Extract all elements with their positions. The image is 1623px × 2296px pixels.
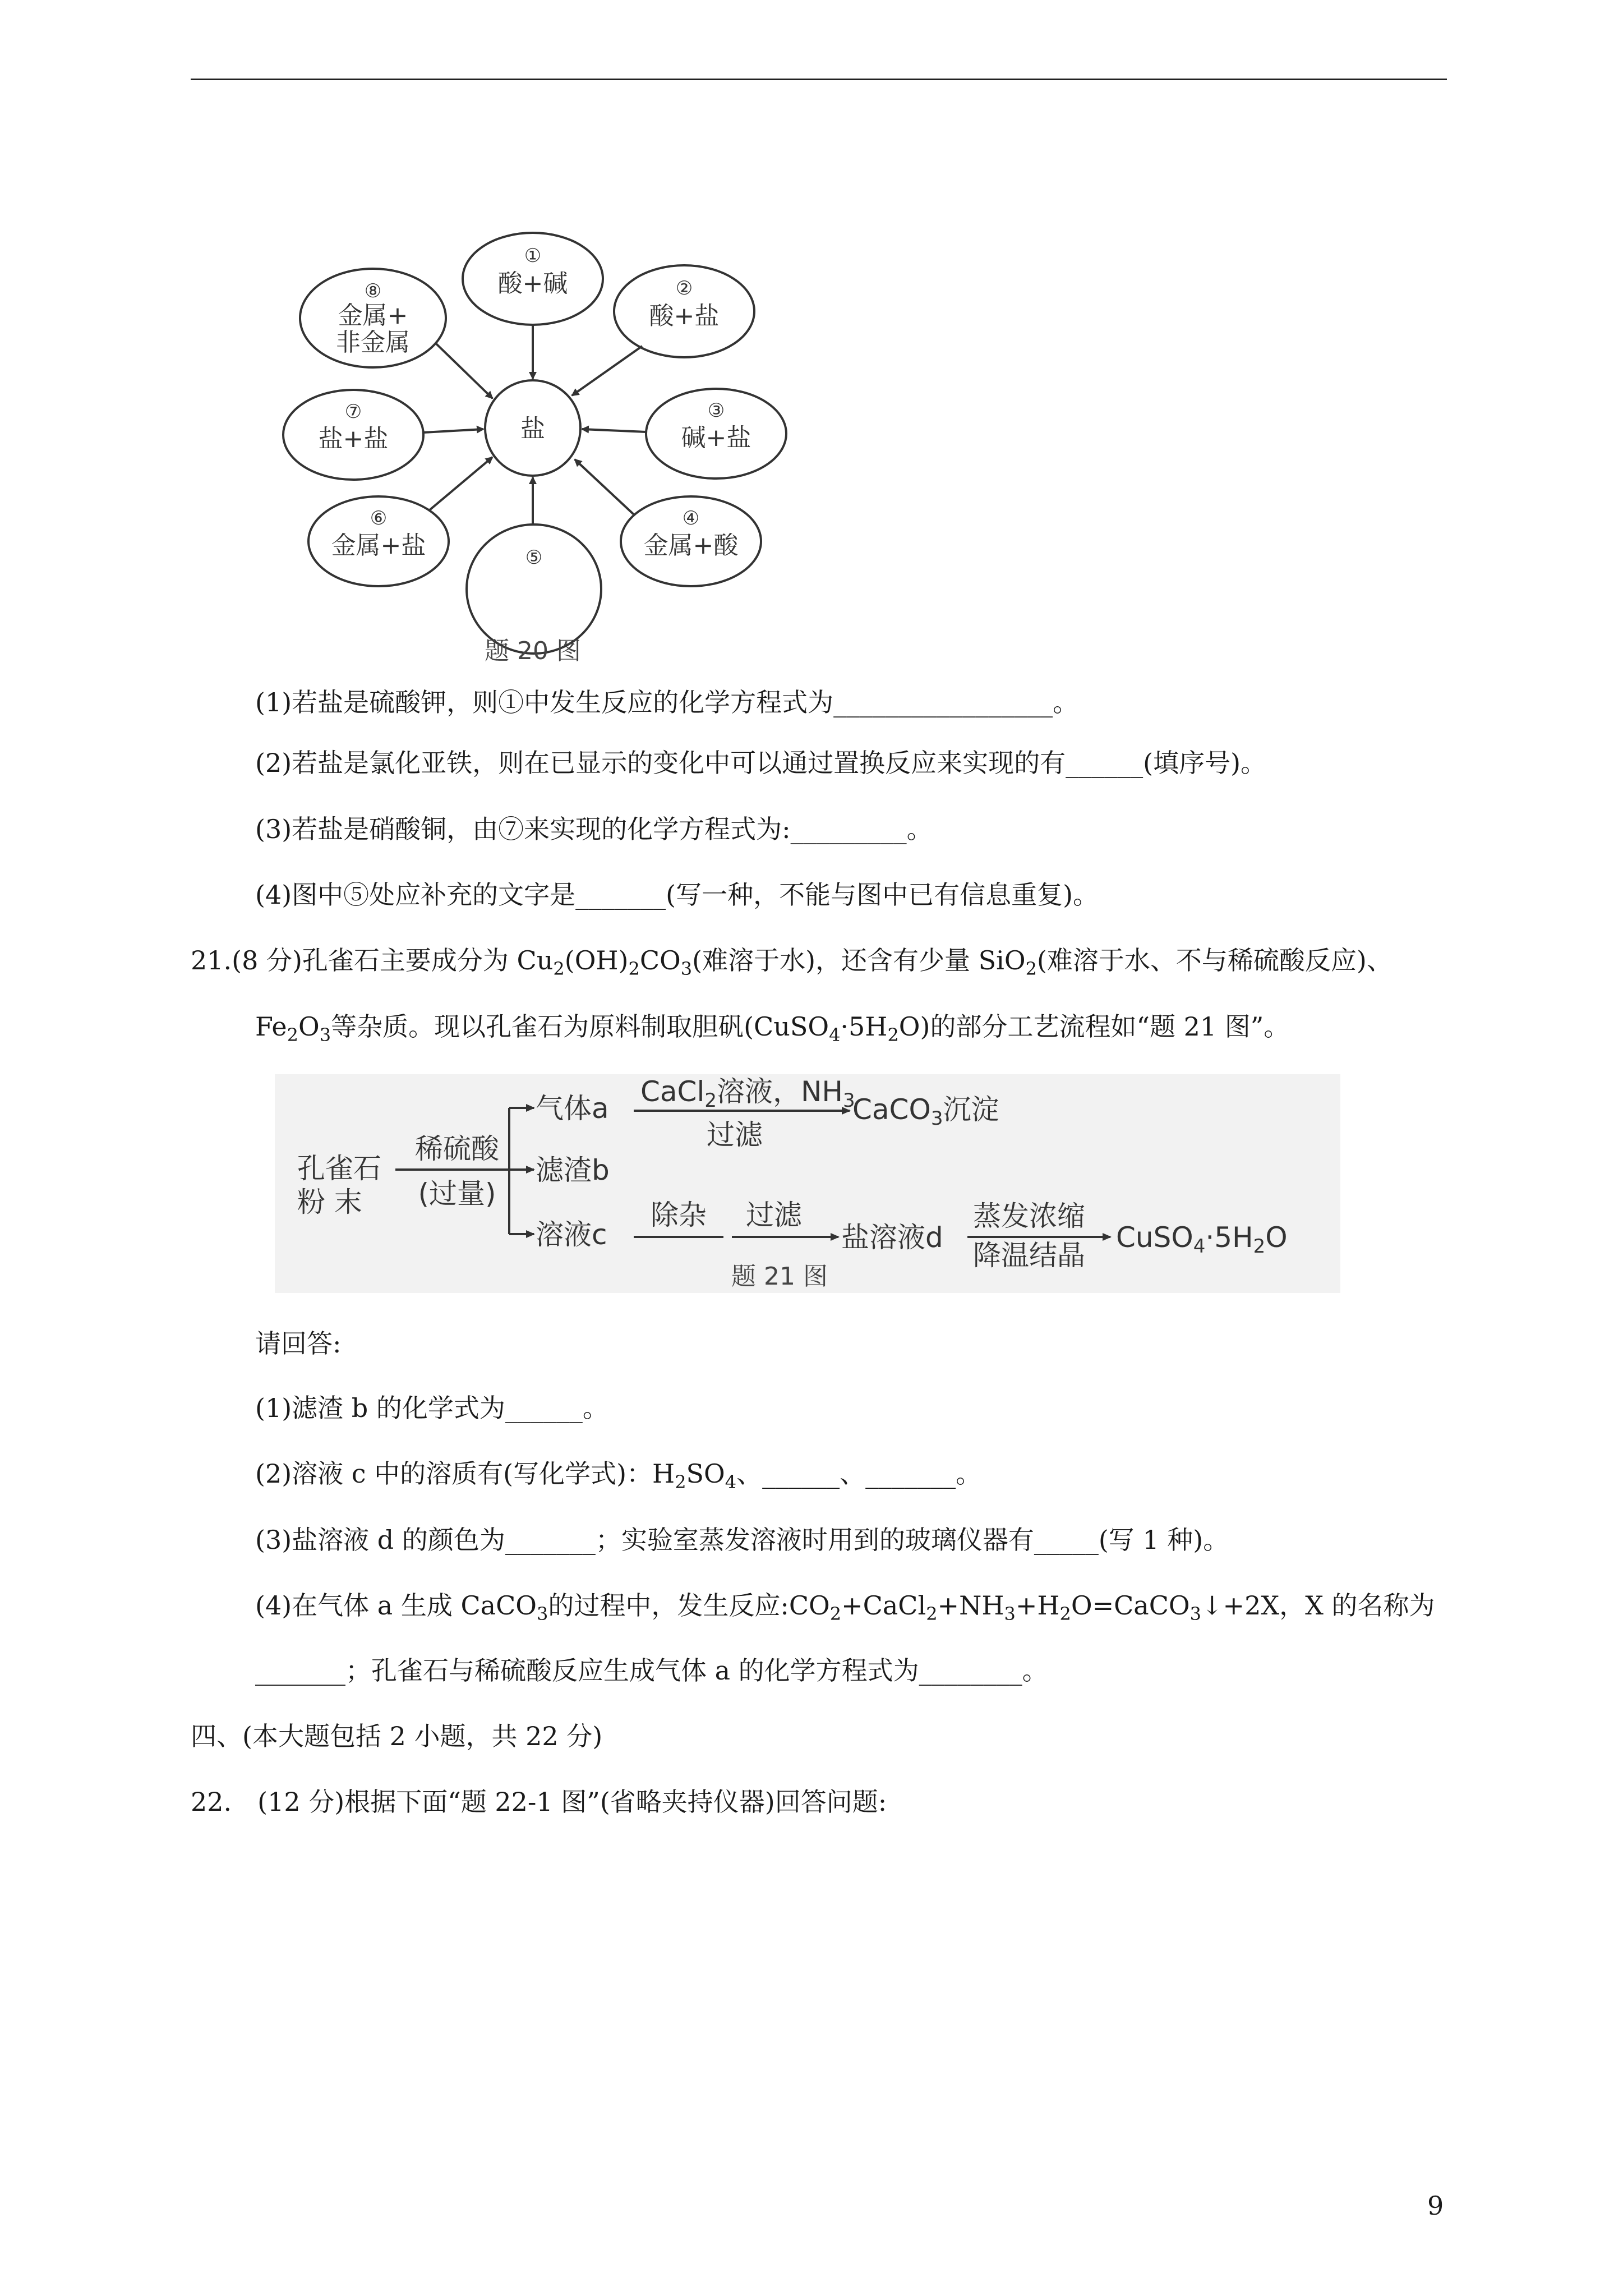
flow-acid: 稀硫酸: [415, 1133, 499, 1165]
flow-filter-2: 过滤: [746, 1199, 802, 1231]
q21-intro-line-2: $Fe_2O_3$等杂质。现以孔雀石为原料制取胆矾$(CuSO_4\cdot 5H_2O)$的部分工艺流程如“题 21 图”。: [255, 1011, 1290, 1046]
q21-intro-line-1: 21.(8 分)孔雀石主要成分为 $Cu_2(OH)_2CO_3$(难溶于水)，还含有少量 SiO$_2$(难溶于水、不与稀硫酸反应)、: [191, 945, 1393, 979]
flow-solution: 溶液c: [536, 1218, 607, 1251]
q20-part-3: (3)若盐是硝酸铜，由⑦来实现的化学方程式为:_________。: [255, 814, 933, 844]
flow-raw-2: 粉 末: [297, 1186, 362, 1218]
flow-acid-note: (过量): [418, 1177, 496, 1210]
flow-filter-1: 过滤: [707, 1119, 763, 1151]
q21-part-1: (1)滤渣 b 的化学式为______。: [255, 1393, 608, 1423]
flow-reagent: CaCl$_2$溶液，$NH_3$: [640, 1075, 855, 1112]
node-1-num: ①: [524, 245, 542, 267]
arrow-3: [582, 429, 646, 432]
flow-precipitate: CaCO$_3$沉淀: [852, 1093, 999, 1130]
arrow-4: [575, 459, 634, 514]
node-2-text: 酸+盐: [649, 302, 720, 330]
node-6-text: 金属+盐: [331, 531, 426, 560]
node-3-num: ③: [707, 399, 725, 422]
flow-remove-impurity: 除杂: [651, 1199, 707, 1231]
node-4-text: 金属+酸: [643, 531, 739, 560]
page-number: 9: [1427, 2191, 1444, 2221]
q20-part-2: (2)若盐是氯化亚铁，则在已显示的变化中可以通过置换反应来实现的有______(填序号)。: [255, 748, 1267, 778]
node-5-num: ⑤: [525, 546, 543, 569]
node-8-text-1: 金属+: [338, 301, 408, 330]
figure-20: [269, 222, 796, 665]
arrow-8: [436, 344, 492, 398]
q22-intro: 22. (12 分)根据下面“题 22-1 图”(省略夹持仪器)回答问题:: [191, 1787, 887, 1817]
flow-residue: 滤渣b: [536, 1154, 610, 1186]
figure-20-svg: [269, 222, 796, 665]
q21-part-3: (3)盐溶液 d 的颜色为_______；实验室蒸发溶液时用到的玻璃仪器有_____(写 1 种)。: [255, 1525, 1229, 1555]
q21-part-2: (2)溶液 c 中的溶质有(写化学式)：$H_2SO_4$、______、_______。: [255, 1458, 982, 1493]
node-7-text: 盐+盐: [318, 425, 389, 453]
q21-part-5: _______；孔雀石与稀硫酸反应生成气体 a 的化学方程式为________。: [255, 1655, 1048, 1686]
flow-product: $CuSO_4\cdot 5H_2O$: [1116, 1221, 1288, 1258]
figure-20-caption: 题 20 图: [485, 637, 581, 665]
flow-raw-1: 孔雀石: [297, 1152, 381, 1185]
node-7-num: ⑦: [344, 401, 362, 423]
flow-cool-crystallize: 降温结晶: [973, 1239, 1085, 1272]
q21-ask: 请回答:: [255, 1328, 342, 1359]
node-2-num: ②: [675, 277, 693, 300]
q20-part-1: (1)若盐是硫酸钾，则①中发生反应的化学方程式为_________________。: [255, 687, 1079, 717]
node-1-text: 酸+碱: [497, 269, 568, 298]
arrow-6: [429, 457, 492, 510]
header-rule: [191, 79, 1447, 80]
node-8-num: ⑧: [364, 280, 382, 302]
arrow-7: [423, 429, 483, 432]
q20-part-4: (4)图中⑤处应补充的文字是_______(写一种，不能与图中已有信息重复)。: [255, 880, 1099, 910]
flow-salt-solution: 盐溶液d: [841, 1221, 943, 1254]
arrow-2: [572, 346, 642, 395]
node-6-num: ⑥: [370, 507, 388, 530]
section-4-heading: 四、(本大题包括 2 小题，共 22 分): [191, 1721, 603, 1751]
flow-gas: 气体a: [536, 1092, 609, 1125]
figure-21-caption: 题 21 图: [731, 1262, 828, 1291]
figure-21: [275, 1074, 1340, 1293]
node-8-text-2: 非金属: [336, 328, 410, 357]
node-5: [467, 524, 601, 654]
center-label: 盐: [520, 415, 545, 443]
node-3-text: 碱+盐: [681, 424, 751, 452]
figure-21-svg: [275, 1074, 1340, 1293]
flow-evaporate: 蒸发浓缩: [973, 1200, 1085, 1232]
q21-part-4: (4)在气体 a 生成 CaCO$_3$的过程中，发生反应$:CO_2+CaCl_2+NH_3+H_2O=CaCO_3↓+2X$，X 的名称为: [255, 1590, 1435, 1625]
node-4-num: ④: [682, 507, 700, 530]
